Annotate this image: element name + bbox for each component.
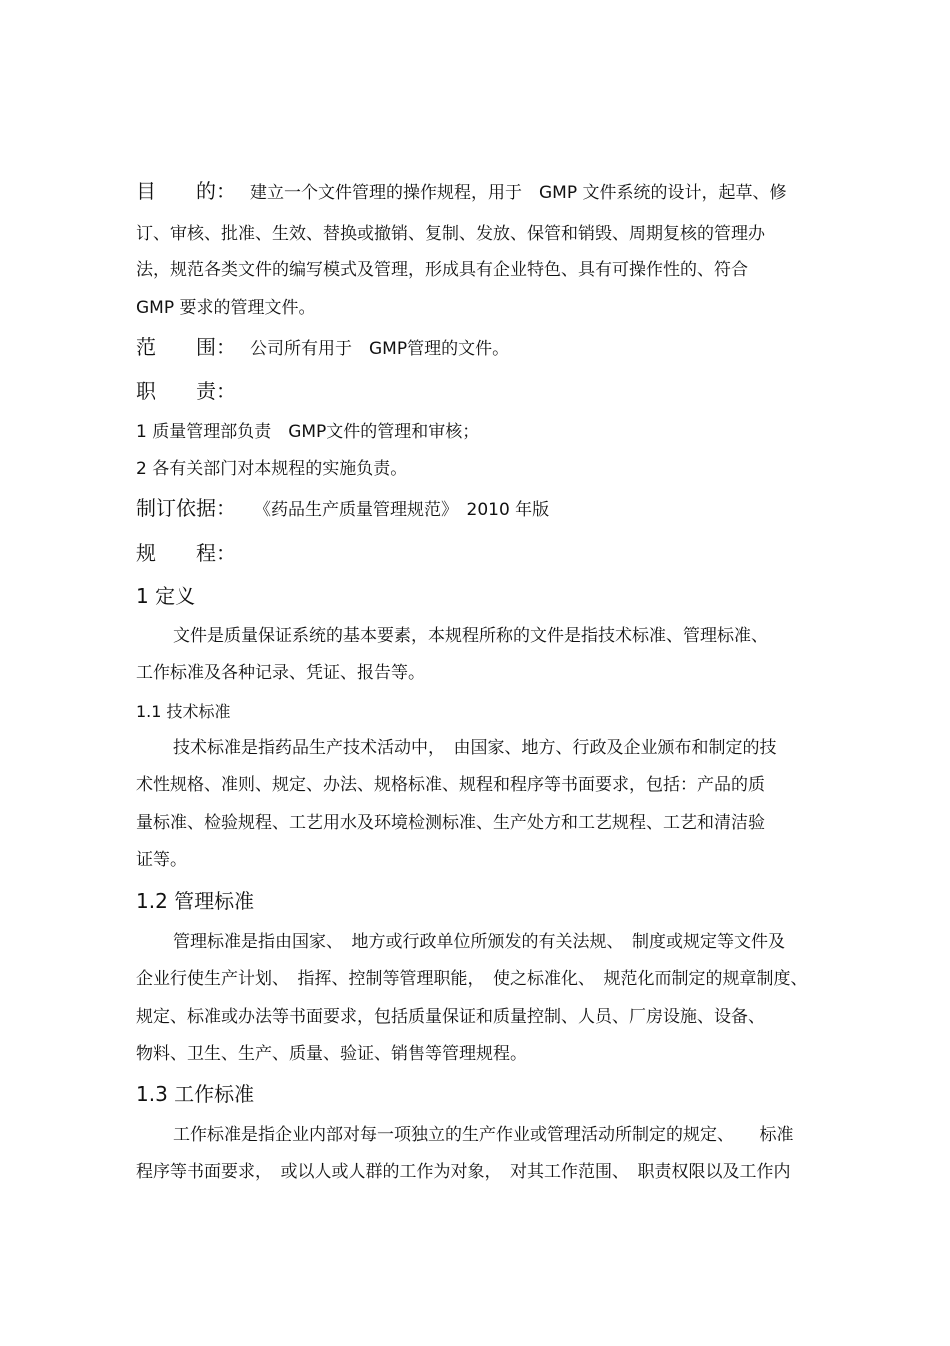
purpose-text-3: 法，规范各类文件的编写模式及管理，形成具有企业特色、具有可操作性的、符合 bbox=[136, 260, 748, 280]
section-1-paragraph-line-2: 工作标准及各种记录、凭证、报告等。 bbox=[136, 663, 425, 683]
responsibility-label: 职 责： bbox=[136, 379, 236, 403]
basis-text: 《药品生产质量管理规范》 2010 年版 bbox=[254, 500, 550, 520]
purpose-text-4: GMP 要求的管理文件。 bbox=[136, 298, 316, 318]
section-1-1-paragraph-line-2: 术性规格、准则、规定、办法、规格标准、规程和程序等书面要求，包括：产品的质 bbox=[136, 775, 765, 795]
section-1-2-paragraph-line-1: 管理标准是指由国家、 地方或行政单位所颁发的有关法规、 制度或规定等文件及 bbox=[173, 932, 785, 952]
basis-line bbox=[136, 497, 549, 521]
section-1-1-paragraph-line-1: 技术标准是指药品生产技术活动中， 由国家、地方、行政及企业颁布和制定的技 bbox=[173, 738, 777, 758]
section-1-2-paragraph-line-2: 企业行使生产计划、 指挥、控制等管理职能， 使之标准化、 规范化而制定的规章制度、 bbox=[136, 969, 808, 989]
basis-label: 制订依据： bbox=[136, 496, 236, 520]
scope-text: 公司所有用于 GMP管理的文件。 bbox=[250, 339, 510, 359]
section-1-2-heading: 1.2 管理标准 bbox=[136, 889, 255, 913]
scope-line bbox=[136, 336, 509, 360]
purpose-text-1: 建立一个文件管理的操作规程，用于 GMP 文件系统的设计，起草、修 bbox=[250, 183, 787, 203]
section-1-paragraph-line-1: 文件是质量保证系统的基本要素，本规程所称的文件是指技术标准、管理标准、 bbox=[173, 626, 768, 646]
scope-label: 范 围： bbox=[136, 335, 236, 359]
procedure-label: 规 程： bbox=[136, 541, 236, 565]
purpose-text-2: 订、审核、批准、生效、替换或撤销、复制、发放、保管和销毁、周期复核的管理办 bbox=[136, 224, 765, 244]
section-1-1-heading: 1.1 技术标准 bbox=[136, 702, 231, 721]
section-1-3-heading: 1.3 工作标准 bbox=[136, 1082, 255, 1106]
section-1-1-paragraph-line-4: 证等。 bbox=[136, 850, 187, 870]
section-1-2-paragraph-line-4: 物料、卫生、生产、质量、验证、销售等管理规程。 bbox=[136, 1044, 527, 1064]
responsibility-item-1: 1 质量管理部负责 GMP文件的管理和审核； bbox=[136, 422, 480, 442]
purpose-label: 目 的： bbox=[136, 179, 236, 203]
section-1-2-paragraph-line-3: 规定、标准或办法等书面要求，包括质量保证和质量控制、人员、厂房设施、设备、 bbox=[136, 1007, 765, 1027]
purpose-line-1 bbox=[136, 180, 787, 204]
section-1-heading: 1 定义 bbox=[136, 584, 196, 608]
section-1-1-paragraph-line-3: 量标准、检验规程、工艺用水及环境检测标准、生产处方和工艺规程、工艺和清洁验 bbox=[136, 813, 765, 833]
section-1-3-paragraph-line-2: 程序等书面要求， 或以人或人群的工作为对象， 对其工作范围、 职责权限以及工作内 bbox=[136, 1162, 791, 1182]
responsibility-item-2: 2 各有关部门对本规程的实施负责。 bbox=[136, 459, 408, 479]
section-1-3-paragraph-line-1: 工作标准是指企业内部对每一项独立的生产作业或管理活动所制定的规定、 标准 bbox=[173, 1125, 794, 1145]
